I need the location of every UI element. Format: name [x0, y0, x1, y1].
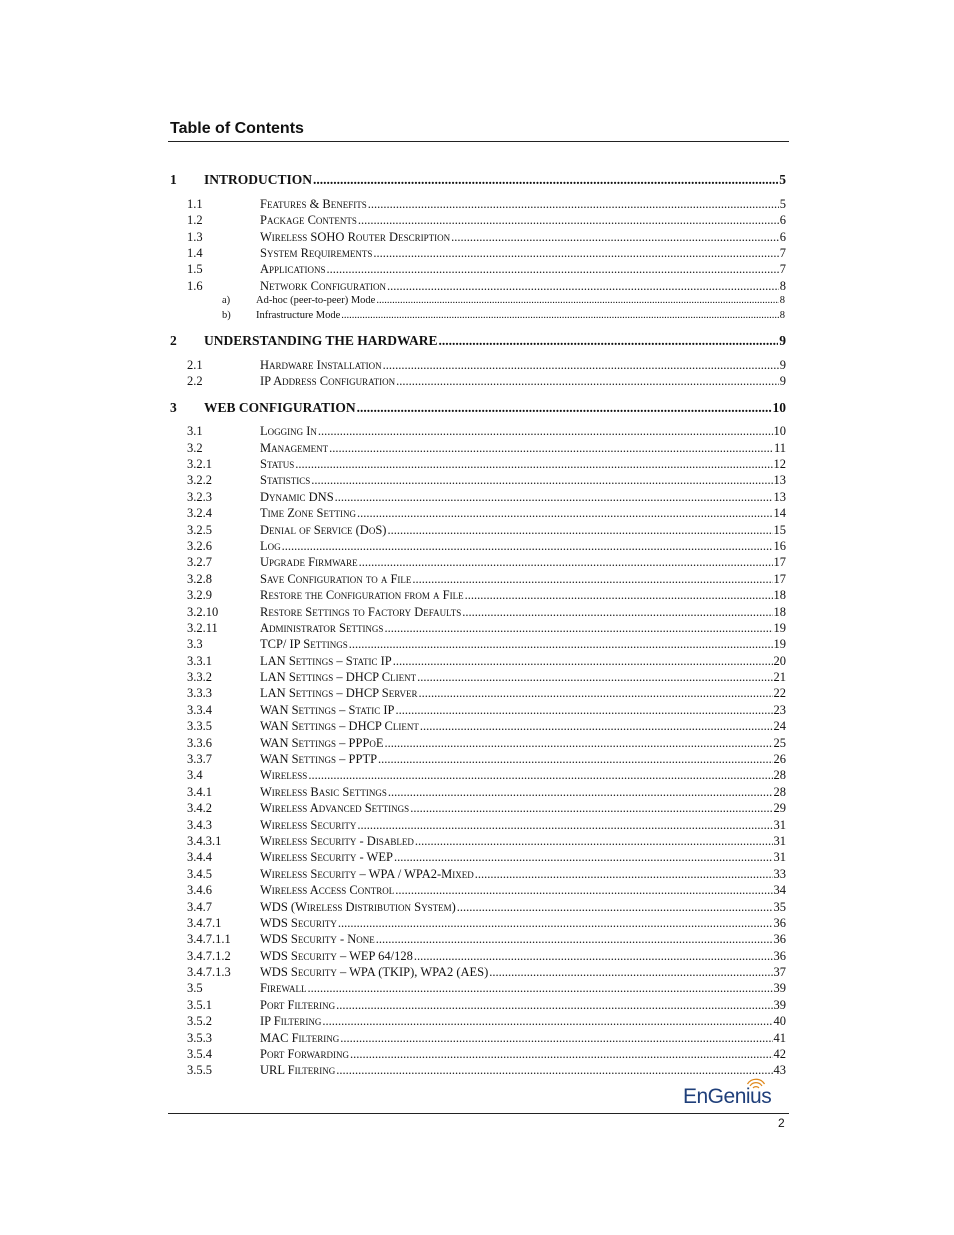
- dot-leader: [357, 400, 772, 416]
- dot-leader: [414, 949, 773, 964]
- toc-entry-page: 41: [773, 1031, 786, 1045]
- toc-entry-number: 3.5.5: [187, 1063, 212, 1077]
- toc-entry-page: 28: [773, 785, 786, 799]
- toc-entry-page: 10: [773, 424, 786, 438]
- toc-entry-number: 3.4.3.1: [187, 834, 222, 848]
- toc-entry-number: 1.4: [187, 246, 203, 260]
- toc-entry[interactable]: [187, 490, 786, 505]
- toc-entry-label: Network Configuration: [260, 279, 386, 293]
- dot-leader: [451, 230, 779, 245]
- toc-entry-label: Wireless Access Control: [260, 883, 395, 897]
- toc-entry[interactable]: [187, 588, 786, 603]
- toc-entry-page: 35: [773, 900, 786, 914]
- toc-entry-page: 12: [773, 457, 786, 471]
- toc-entry-number: 3.4.7: [187, 900, 212, 914]
- toc-entry-label: Save Configuration to a File: [260, 572, 412, 586]
- toc-entry-page: 17: [773, 555, 786, 569]
- toc-entry-label: Firewall: [260, 981, 307, 995]
- toc-entry-page: 36: [773, 932, 786, 946]
- toc-entry-label: WEB CONFIGURATION: [204, 400, 356, 415]
- dot-leader: [388, 785, 773, 800]
- toc-entry-page: 26: [773, 752, 786, 766]
- toc-entry-number: 3.5.1: [187, 998, 212, 1012]
- dot-leader: [295, 457, 772, 472]
- toc-entry[interactable]: [187, 1047, 786, 1062]
- dot-leader: [338, 916, 773, 931]
- toc-entry-number: 3.2.9: [187, 588, 212, 602]
- dot-leader: [327, 262, 779, 277]
- toc-entry-label: WDS Security - None: [260, 932, 375, 946]
- dot-leader: [340, 1031, 772, 1046]
- toc-entry-number: 3.4.7.1.3: [187, 965, 231, 979]
- toc-entry-page: 10: [772, 400, 786, 415]
- dot-leader: [383, 358, 779, 373]
- toc-entry-page: 36: [773, 916, 786, 930]
- dot-leader: [378, 752, 772, 767]
- toc-entry-page: 39: [773, 998, 786, 1012]
- toc-entry-label: WAN Settings – PPPoE: [260, 736, 384, 750]
- toc-entry-page: 8: [779, 310, 785, 321]
- dot-leader: [311, 473, 772, 488]
- toc-entry-page: 40: [773, 1014, 786, 1028]
- toc-entry-page: 19: [773, 637, 786, 651]
- toc-entry-number: 3.4: [187, 768, 203, 782]
- toc-entry-label: Wireless Advanced Settings: [260, 801, 410, 815]
- toc-entry[interactable]: [187, 621, 786, 636]
- dot-leader: [359, 555, 773, 570]
- engenius-logo: [683, 1080, 789, 1110]
- dot-leader: [336, 998, 772, 1013]
- toc-entry-page: 25: [773, 736, 786, 750]
- dot-leader: [417, 670, 772, 685]
- toc-entry-number: 3.2.8: [187, 572, 212, 586]
- toc-entry[interactable]: [187, 654, 786, 669]
- toc-entry-number: 3.3.6: [187, 736, 212, 750]
- toc-entry[interactable]: [187, 213, 786, 228]
- toc-entry-page: 9: [779, 333, 786, 348]
- toc-entry-label: LAN Settings – DHCP Client: [260, 670, 417, 684]
- toc-entry-label: IP Address Configuration: [260, 374, 396, 388]
- toc-entry[interactable]: [187, 998, 786, 1013]
- toc-entry-label: Port Filtering: [260, 998, 336, 1012]
- toc-entry-page: 42: [773, 1047, 786, 1061]
- toc-entry[interactable]: [187, 965, 786, 980]
- toc-entry-label: Wireless Security - WEP: [260, 850, 393, 864]
- dot-leader: [384, 621, 772, 636]
- toc-entry-label: Statistics: [260, 473, 311, 487]
- toc-entry-label: WAN Settings – Static IP: [260, 703, 395, 717]
- toc-entry-page: 39: [773, 981, 786, 995]
- toc-entry[interactable]: [187, 506, 786, 521]
- toc-entry-number: 3.3.3: [187, 686, 212, 700]
- toc-entry-label: LAN Settings – DHCP Server: [260, 686, 418, 700]
- dot-leader: [385, 736, 773, 751]
- toc-entry-label: Hardware Installation: [260, 358, 382, 372]
- dot-leader: [387, 523, 772, 538]
- toc-entry-label: Restore Settings to Factory Defaults: [260, 605, 462, 619]
- toc-entry[interactable]: [187, 262, 786, 277]
- dot-leader: [357, 506, 773, 521]
- toc-entry-label: Wireless Security: [260, 818, 357, 832]
- toc-entry[interactable]: [170, 333, 786, 349]
- toc-entry-number: 1.6: [187, 279, 203, 293]
- toc-entry[interactable]: [187, 279, 786, 294]
- dot-leader: [439, 333, 779, 349]
- toc-entry-label: Management: [260, 441, 329, 455]
- toc-entry[interactable]: [187, 473, 786, 488]
- toc-entry-page: 28: [773, 768, 786, 782]
- dot-leader: [420, 719, 773, 734]
- toc-entry-label: WAN Settings – DHCP Client: [260, 719, 419, 733]
- toc-entry[interactable]: [187, 932, 786, 947]
- toc-entry[interactable]: [187, 605, 786, 620]
- dot-leader: [465, 588, 773, 603]
- toc-entry[interactable]: [187, 572, 786, 587]
- toc-entry-page: 23: [773, 703, 786, 717]
- toc-entry-number: 3.2: [187, 441, 203, 455]
- toc-entry-number: 3.2.3: [187, 490, 212, 504]
- toc-entry[interactable]: [187, 768, 786, 783]
- toc-entry[interactable]: [187, 752, 786, 767]
- dot-leader: [329, 441, 773, 456]
- toc-entry-page: 6: [779, 230, 786, 244]
- dot-leader: [387, 279, 779, 294]
- toc-entry-number: 3.4.7.1: [187, 916, 222, 930]
- toc-entry[interactable]: [187, 246, 786, 261]
- toc-entry[interactable]: [187, 719, 786, 734]
- toc-entry-page: 22: [773, 686, 786, 700]
- toc-entry[interactable]: [170, 172, 786, 188]
- dot-leader: [419, 686, 773, 701]
- toc-entry-number: 3.2.10: [187, 605, 219, 619]
- toc-entry-label: MAC Filtering: [260, 1031, 340, 1045]
- toc-entry-label: System Requirements: [260, 246, 373, 260]
- toc-entry[interactable]: [187, 736, 786, 751]
- dot-leader: [393, 654, 773, 669]
- dot-leader: [308, 768, 772, 783]
- toc-entry-number: 3.3.4: [187, 703, 212, 717]
- toc-entry-label: Applications: [260, 262, 326, 276]
- toc-entry-page: 15: [773, 523, 786, 537]
- dot-leader: [349, 637, 773, 652]
- toc-entry-number: a): [222, 295, 231, 306]
- toc-entry-page: 13: [773, 490, 786, 504]
- toc-entry-page: 31: [773, 850, 786, 864]
- toc-entry-page: 7: [779, 262, 786, 276]
- toc-entry[interactable]: [187, 834, 786, 849]
- dot-leader: [336, 1063, 772, 1078]
- toc-entry-page: 21: [773, 670, 786, 684]
- toc-entry-page: 19: [773, 621, 786, 635]
- title-divider: [168, 141, 789, 142]
- toc-entry-number: 3.2.11: [187, 621, 218, 635]
- toc-entry[interactable]: [187, 670, 786, 685]
- toc-entry-label: WDS Security: [260, 916, 337, 930]
- dot-leader: [376, 932, 773, 947]
- dot-leader: [396, 374, 779, 389]
- toc-entry-number: 1.1: [187, 197, 203, 211]
- toc-entry-label: IP Filtering: [260, 1014, 322, 1028]
- toc-entry-page: 24: [773, 719, 786, 733]
- toc-entry-label: Port Forwarding: [260, 1047, 349, 1061]
- toc-entry-number: 3.3: [187, 637, 203, 651]
- toc-entry-page: 5: [779, 197, 786, 211]
- toc-entry-page: 17: [773, 572, 786, 586]
- toc-entry-label: Log: [260, 539, 281, 553]
- toc-entry-label: Infrastructure Mode: [256, 310, 341, 321]
- toc-entry-label: INTRODUCTION: [204, 172, 313, 187]
- toc-entry-number: 3.4.6: [187, 883, 212, 897]
- toc-entry-label: WAN Settings – PPTP: [260, 752, 378, 766]
- toc-entry-number: b): [222, 310, 231, 321]
- toc-entry[interactable]: [187, 1014, 786, 1029]
- toc-entry-page: 18: [773, 605, 786, 619]
- toc-entry-number: 3.4.2: [187, 801, 212, 815]
- toc-entry-page: 8: [779, 279, 786, 293]
- toc-entry-number: 1.2: [187, 213, 203, 227]
- footer-divider: [168, 1113, 789, 1114]
- toc-entry-number: 3.4.1: [187, 785, 212, 799]
- toc-entry-label: Wireless: [260, 768, 308, 782]
- toc-entry-number: 3.5: [187, 981, 203, 995]
- toc-entry-label: Ad-hoc (peer-to-peer) Mode: [256, 295, 376, 306]
- toc-entry[interactable]: [187, 883, 786, 898]
- toc-entry[interactable]: [187, 358, 786, 373]
- toc-entry-number: 3.3.5: [187, 719, 212, 733]
- toc-entry-number: 3.1: [187, 424, 203, 438]
- dot-leader: [373, 246, 778, 261]
- toc-entry-label: Wireless SOHO Router Description: [260, 230, 451, 244]
- toc-entry[interactable]: [187, 703, 786, 718]
- toc-entry[interactable]: [187, 523, 786, 538]
- toc-entry-number: 2.2: [187, 374, 203, 388]
- toc-entry-number: 3.3.1: [187, 654, 212, 668]
- page-title: Table of Contents: [170, 120, 304, 137]
- toc-entry[interactable]: [187, 900, 786, 915]
- dot-leader: [357, 818, 772, 833]
- dot-leader: [322, 1014, 772, 1029]
- toc-entry-label: Denial of Service (DoS): [260, 523, 387, 537]
- dot-leader: [412, 572, 772, 587]
- toc-entry-label: URL Filtering: [260, 1063, 336, 1077]
- toc-entry-page: 20: [773, 654, 786, 668]
- dot-leader: [410, 801, 772, 816]
- toc-entry[interactable]: [187, 686, 786, 701]
- toc-entry-number: 3.2.6: [187, 539, 212, 553]
- toc-entry[interactable]: [187, 441, 786, 456]
- toc-entry-label: Status: [260, 457, 295, 471]
- toc-entry-page: 31: [773, 834, 786, 848]
- toc-entry-page: 34: [773, 883, 786, 897]
- dot-leader: [415, 834, 773, 849]
- toc-entry-label: Upgrade Firmware: [260, 555, 358, 569]
- dot-leader: [368, 197, 779, 212]
- toc-entry-label: Wireless Basic Settings: [260, 785, 387, 799]
- toc-entry-number: 3.2.2: [187, 473, 212, 487]
- toc-entry[interactable]: [187, 801, 786, 816]
- toc-entry-label: Administrator Settings: [260, 621, 384, 635]
- toc-entry-label: UNDERSTANDING THE HARDWARE: [204, 333, 438, 348]
- toc-entry-number: 3.2.4: [187, 506, 212, 520]
- toc-entry[interactable]: [222, 295, 785, 306]
- dot-leader: [457, 900, 773, 915]
- toc-entry[interactable]: [187, 555, 786, 570]
- toc-entry[interactable]: [187, 785, 786, 800]
- toc-entry-label: WDS Security – WPA (TKIP), WPA2 (AES): [260, 965, 489, 979]
- dot-leader: [341, 310, 778, 321]
- toc-entry-page: 8: [779, 295, 785, 306]
- toc-entry-label: Time Zone Setting: [260, 506, 356, 520]
- toc-entry[interactable]: [187, 637, 786, 652]
- toc-entry-number: 3.2.5: [187, 523, 212, 537]
- toc-entry-label: Features & Benefits: [260, 197, 367, 211]
- dot-leader: [350, 1047, 773, 1062]
- toc-entry-number: 3.5.4: [187, 1047, 212, 1061]
- toc-entry-number: 2: [170, 333, 177, 348]
- toc-entry-number: 3: [170, 400, 177, 415]
- toc-entry-number: 3.4.7.1.2: [187, 949, 231, 963]
- dot-leader: [395, 883, 772, 898]
- toc-entry-page: 33: [773, 867, 786, 881]
- dot-leader: [394, 850, 773, 865]
- toc-entry-page: 9: [779, 358, 786, 372]
- toc-entry-number: 1.5: [187, 262, 203, 276]
- toc-entry[interactable]: [187, 818, 786, 833]
- toc-entry[interactable]: [187, 916, 786, 931]
- toc-entry[interactable]: [187, 457, 786, 472]
- toc-entry-page: 14: [773, 506, 786, 520]
- toc-entry-number: 3.2.1: [187, 457, 212, 471]
- dot-leader: [475, 867, 773, 882]
- toc-entry-number: 3.5.3: [187, 1031, 212, 1045]
- toc-entry[interactable]: [187, 850, 786, 865]
- toc-entry[interactable]: [187, 197, 786, 212]
- toc-entry-number: 3.3.2: [187, 670, 212, 684]
- dot-leader: [396, 703, 773, 718]
- toc-entry-page: 6: [779, 213, 786, 227]
- toc-entry-page: 43: [773, 1063, 786, 1077]
- toc-entry[interactable]: [187, 230, 786, 245]
- page-number: 2: [778, 1116, 785, 1130]
- toc-entry-label: Wireless Security – WPA / WPA2-Mixed: [260, 867, 474, 881]
- toc-entry[interactable]: [187, 374, 786, 389]
- toc-entry-number: 1: [170, 172, 177, 187]
- toc-entry-page: 7: [779, 246, 786, 260]
- toc-entry-number: 3.3.7: [187, 752, 212, 766]
- toc-entry-number: 3.4.7.1.1: [187, 932, 231, 946]
- toc-entry-number: 3.4.4: [187, 850, 212, 864]
- toc-entry-page: 36: [773, 949, 786, 963]
- toc-entry[interactable]: [170, 400, 786, 416]
- toc-entry-page: 9: [779, 374, 786, 388]
- toc-entry-number: 2.1: [187, 358, 203, 372]
- toc-entry[interactable]: [187, 1063, 786, 1078]
- toc-entry[interactable]: [222, 310, 785, 321]
- dot-leader: [462, 605, 772, 620]
- toc-entry[interactable]: [187, 539, 786, 554]
- dot-leader: [282, 539, 773, 554]
- toc-entry-page: 18: [773, 588, 786, 602]
- toc-entry-number: 3.2.7: [187, 555, 212, 569]
- toc-entry-page: 11: [773, 441, 786, 455]
- dot-leader: [313, 172, 778, 188]
- dot-leader: [489, 965, 772, 980]
- toc-entry-label: Dynamic DNS: [260, 490, 334, 504]
- toc-entry-label: WDS (Wireless Distribution System): [260, 900, 456, 914]
- logo-text: EnGenius: [683, 1085, 772, 1108]
- toc-entry[interactable]: [187, 1031, 786, 1046]
- toc-entry-number: 1.3: [187, 230, 203, 244]
- toc-entry-page: 13: [773, 473, 786, 487]
- toc-entry-label: Package Contents: [260, 213, 357, 227]
- toc-entry-label: Wireless Security - Disabled: [260, 834, 414, 848]
- dot-leader: [318, 424, 773, 439]
- toc-entry-label: TCP/ IP Settings: [260, 637, 348, 651]
- toc-entry-page: 29: [773, 801, 786, 815]
- toc-entry-label: LAN Settings – Static IP: [260, 654, 392, 668]
- dot-leader: [335, 490, 773, 505]
- toc-entry-label: WDS Security – WEP 64/128: [260, 949, 413, 963]
- toc-entry-page: 31: [773, 818, 786, 832]
- dot-leader: [376, 295, 778, 306]
- toc-entry-label: Logging In: [260, 424, 317, 438]
- toc-entry[interactable]: [187, 424, 786, 439]
- toc-entry-number: 3.4.5: [187, 867, 212, 881]
- toc-entry-page: 16: [773, 539, 786, 553]
- toc-entry[interactable]: [187, 981, 786, 996]
- toc-entry-number: 3.4.3: [187, 818, 212, 832]
- dot-leader: [358, 213, 779, 228]
- toc-entry[interactable]: [187, 867, 786, 882]
- toc-entry-page: 37: [773, 965, 786, 979]
- toc-entry-page: 5: [779, 172, 786, 187]
- toc-entry-number: 3.5.2: [187, 1014, 212, 1028]
- toc-entry[interactable]: [187, 949, 786, 964]
- toc-entry-label: Restore the Configuration from a File: [260, 588, 464, 602]
- dot-leader: [307, 981, 772, 996]
